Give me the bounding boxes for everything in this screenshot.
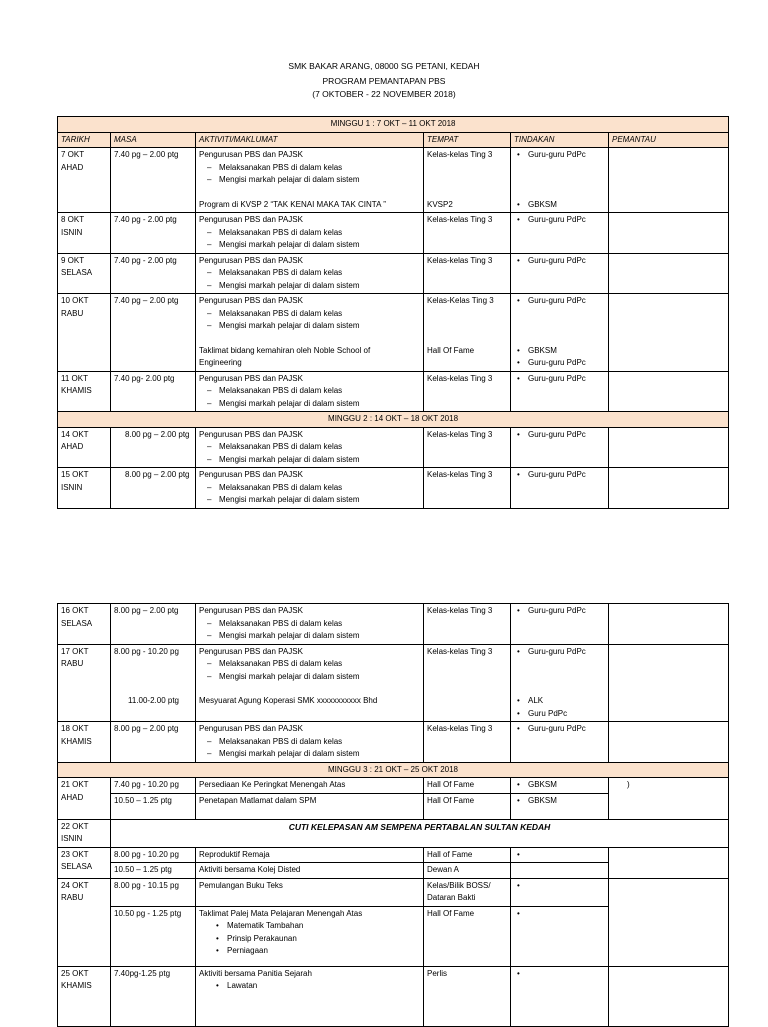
- holiday-note: CUTI KELEPASAN AM SEMPENA PERTABALAN SULTAN KEDAH: [111, 819, 729, 847]
- time: 8.00 pg – 2.00 ptg: [111, 604, 196, 645]
- table-row: [58, 213, 729, 254]
- time: 7.40pg-1.25 ptg: [111, 966, 196, 1026]
- action: • Guru-guru PdPc: [514, 605, 605, 618]
- week-header: MINGGU 1 : 7 OKT – 11 OKT 2018: [58, 117, 729, 133]
- time: 7.40 pg - 10.20 pg: [111, 778, 196, 794]
- day: SELASA: [61, 862, 93, 871]
- action: • ALK: [514, 695, 605, 708]
- activity: Persediaan Ke Peringkat Menengah Atas: [196, 778, 424, 794]
- time: 10.50 pg - 1.25 ptg: [111, 906, 196, 966]
- activity: Taklimat Palej Mata Pelajaran Menengah Atas: [199, 908, 363, 918]
- time: 7.40 pg – 2.00 ptg: [111, 294, 196, 372]
- activity-detail: – Mengisi markah pelajar di dalam sistem: [199, 454, 420, 467]
- activity: Pengurusan PBS dan PAJSK: [199, 296, 303, 305]
- activity-detail: – Mengisi markah pelajar di dalam sistem: [199, 239, 420, 252]
- table-row: [58, 819, 729, 847]
- col-header: TEMPAT: [424, 132, 511, 148]
- time: 8.00 pg – 2.00 ptg: [111, 468, 196, 509]
- activity-detail: – Mengisi markah pelajar di dalam sistem: [199, 174, 420, 187]
- day: AHAD: [61, 792, 84, 802]
- activity: Pemulangan Buku Teks: [196, 878, 424, 906]
- date: 17 OKT: [61, 646, 89, 656]
- activity-detail: – Melaksanakan PBS di dalam kelas: [199, 736, 420, 749]
- action: • Guru-guru PdPc: [514, 295, 605, 308]
- day: SELASA: [61, 268, 93, 277]
- date: 18 OKT: [61, 724, 89, 733]
- day: KHAMIS: [61, 736, 92, 746]
- table-row: [58, 604, 729, 645]
- program-period: (7 OKTOBER - 22 NOVEMBER 2018): [312, 89, 456, 99]
- time: 8.00 pg - 10.15 pg: [111, 878, 196, 906]
- activity: Pengurusan PBS dan PAJSK: [199, 606, 303, 615]
- activity: Pengurusan PBS dan PAJSK: [199, 429, 303, 439]
- activity-detail: – Mengisi markah pelajar di dalam sistem: [199, 320, 420, 333]
- venue: Kelas-kelas Ting 3: [424, 722, 511, 763]
- activity: Pengurusan PBS dan PAJSK: [199, 373, 303, 383]
- activity: Mesyuarat Agung Koperasi SMK xxxxxxxxxxx Bhd: [199, 696, 378, 705]
- date: 9 OKT: [61, 255, 85, 265]
- sub-item: • Lawatan: [199, 980, 420, 993]
- col-header: TINDAKAN: [511, 132, 609, 148]
- day: ISNIN: [61, 227, 83, 237]
- col-header: MASA: [111, 132, 196, 148]
- day: SELASA: [61, 618, 93, 628]
- time: 7.40 pg - 2.00 ptg: [111, 213, 196, 254]
- activity-detail: – Mengisi markah pelajar di dalam sistem: [199, 748, 420, 761]
- activity-detail: – Melaksanakan PBS di dalam kelas: [199, 482, 420, 495]
- action: • Guru-guru PdPc: [514, 357, 605, 370]
- activity: Engineering: [199, 358, 242, 367]
- activity-detail: – Melaksanakan PBS di dalam kelas: [199, 385, 420, 398]
- venue: Perlis: [424, 966, 511, 1026]
- activity-detail: – Melaksanakan PBS di dalam kelas: [199, 658, 420, 671]
- sub-item: • Perniagaan: [199, 945, 420, 958]
- activity-detail: – Melaksanakan PBS di dalam kelas: [199, 618, 420, 631]
- day: AHAD: [61, 162, 84, 172]
- week-header: MINGGU 2 : 14 OKT – 18 OKT 2018: [58, 412, 729, 428]
- time: 8.00 pg – 2.00 ptg: [111, 427, 196, 468]
- venue: Hall Of Fame: [424, 778, 511, 794]
- venue: Dataran Bakti: [427, 893, 476, 902]
- table-row: [58, 148, 729, 213]
- col-header: TARIKH: [58, 132, 111, 148]
- sub-item: • Prinsip Perakaunan: [199, 933, 420, 946]
- date: 21 OKT: [61, 780, 89, 789]
- venue: Kelas-kelas Ting 3: [424, 427, 511, 468]
- action: • Guru-guru PdPc: [514, 149, 605, 162]
- table-row: [58, 253, 729, 294]
- activity: Reproduktif Remaja: [196, 847, 424, 863]
- monitor-note: ): [609, 778, 729, 820]
- week-header: MINGGU 3 : 21 OKT – 25 OKT 2018: [58, 762, 729, 778]
- venue: Kelas-kelas Ting 3: [427, 150, 493, 159]
- action: • GBKSM: [514, 199, 605, 212]
- day: ISNIN: [61, 834, 83, 843]
- action: • Guru-guru PdPc: [514, 429, 605, 442]
- date: 15 OKT: [61, 470, 89, 479]
- table-row: [58, 722, 729, 763]
- activity-detail: – Mengisi markah pelajar di dalam sistem: [199, 671, 420, 684]
- day: KHAMIS: [61, 981, 92, 990]
- date: 16 OKT: [61, 606, 89, 615]
- activity: Pengurusan PBS dan PAJSK: [199, 255, 303, 265]
- day: AHAD: [61, 442, 84, 451]
- activity-detail: – Melaksanakan PBS di dalam kelas: [199, 441, 420, 454]
- action: • Guru-guru PdPc: [514, 469, 605, 482]
- activity: Pengurusan PBS dan PAJSK: [199, 470, 303, 479]
- date: 11 OKT: [61, 373, 88, 383]
- table-row: [58, 468, 729, 509]
- day: KHAMIS: [61, 386, 92, 395]
- venue: Hall Of Fame: [427, 345, 475, 355]
- activity-detail: – Melaksanakan PBS di dalam kelas: [199, 308, 420, 321]
- schedule-table-2: [57, 603, 729, 1027]
- venue: Kelas-kelas Ting 3: [424, 253, 511, 294]
- venue: Kelas-kelas Ting 3: [424, 371, 511, 412]
- venue: Kelas-kelas Ting 3: [424, 644, 511, 722]
- activity: Pengurusan PBS dan PAJSK: [199, 646, 303, 656]
- activity: Pengurusan PBS dan PAJSK: [199, 150, 303, 159]
- activity: Taklimat bidang kemahiran oleh Noble School of: [199, 345, 371, 355]
- sub-item: • Matematik Tambahan: [199, 920, 420, 933]
- day: ISNIN: [61, 482, 83, 492]
- date: 8 OKT: [61, 215, 85, 224]
- date: 14 OKT: [61, 429, 89, 439]
- time: 8.00 pg - 10.20 pg: [111, 847, 196, 863]
- date: 7 OKT: [61, 150, 85, 159]
- date: 24 OKT: [61, 880, 89, 890]
- time: 11.00-2.00 ptg: [128, 696, 180, 705]
- column-header-row: [58, 132, 729, 148]
- table-row: [58, 427, 729, 468]
- date: 10 OKT: [61, 296, 89, 305]
- col-header: PEMANTAU: [609, 132, 729, 148]
- table-row: [58, 966, 729, 1026]
- venue: Kelas-Kelas Ting 3: [427, 296, 494, 305]
- activity: Pengurusan PBS dan PAJSK: [199, 724, 303, 733]
- venue: Hall of Fame: [424, 847, 511, 863]
- school-name: SMK BAKAR ARANG, 08000 SG PETANI, KEDAH: [288, 61, 480, 71]
- activity-detail: – Mengisi markah pelajar di dalam sistem: [199, 280, 420, 293]
- activity: Program di KVSP 2 “TAK KENAI MAKA TAK CINTA ”: [199, 199, 386, 209]
- time: 7.40 pg - 2.00 ptg: [111, 253, 196, 294]
- time: 10.50 – 1.25 ptg: [111, 793, 196, 819]
- action: • GBKSM: [514, 779, 605, 792]
- activity-detail: – Melaksanakan PBS di dalam kelas: [199, 162, 420, 175]
- venue: Kelas-kelas Ting 3: [424, 468, 511, 509]
- venue: Dewan A: [424, 863, 511, 879]
- date: 23 OKT: [61, 849, 89, 859]
- action: • Guru-guru PdPc: [514, 255, 605, 268]
- activity: Aktiviti bersama Panitia Sejarah: [199, 968, 312, 978]
- activity-detail: – Melaksanakan PBS di dalam kelas: [199, 267, 420, 280]
- venue: Hall Of Fame: [424, 793, 511, 819]
- venue: KVSP2: [427, 199, 453, 209]
- activity: Pengurusan PBS dan PAJSK: [199, 215, 303, 224]
- action: • Guru-guru PdPc: [514, 723, 605, 736]
- time: 7.40 pg- 2.00 ptg: [111, 371, 196, 412]
- activity-detail: – Mengisi markah pelajar di dalam sistem: [199, 398, 420, 411]
- action: • Guru-guru PdPc: [514, 214, 605, 227]
- time: 7.40 pg – 2.00 ptg: [111, 148, 196, 213]
- program-title: PROGRAM PEMANTAPAN PBS: [322, 76, 446, 86]
- table-row: [58, 878, 729, 906]
- table-row: [58, 644, 729, 722]
- venue: Hall Of Fame: [424, 906, 511, 966]
- activity-detail: – Mengisi markah pelajar di dalam sistem: [199, 630, 420, 643]
- table-row: [58, 294, 729, 372]
- table-row: [58, 778, 729, 794]
- schedule-table-1: [57, 116, 729, 509]
- action: • Guru-guru PdPc: [514, 373, 605, 386]
- time: 10.50 – 1.25 ptg: [111, 863, 196, 879]
- col-header: AKTIVITI/MAKLUMAT: [196, 132, 424, 148]
- activity: Penetapan Matlamat dalam SPM: [196, 793, 424, 819]
- table-row: [58, 371, 729, 412]
- activity-detail: – Melaksanakan PBS di dalam kelas: [199, 227, 420, 240]
- day: RABU: [61, 308, 84, 318]
- day: RABU: [61, 659, 84, 668]
- table-row: [58, 847, 729, 863]
- activity-detail: – Mengisi markah pelajar di dalam sistem: [199, 494, 420, 507]
- day: RABU: [61, 893, 84, 902]
- activity: Aktiviti bersama Kolej Disted: [196, 863, 424, 879]
- time: 8.00 pg – 2.00 ptg: [111, 722, 196, 763]
- venue: Kelas/Bilik BOSS/: [427, 880, 491, 890]
- venue: Kelas-kelas Ting 3: [424, 213, 511, 254]
- venue: Kelas-kelas Ting 3: [424, 604, 511, 645]
- action: • GBKSM: [514, 795, 605, 808]
- date: 22 OKT: [61, 821, 89, 831]
- action: • Guru PdPc: [514, 708, 605, 721]
- date: 25 OKT: [61, 968, 89, 978]
- action: • Guru-guru PdPc: [514, 646, 605, 659]
- time: 8.00 pg - 10.20 pg: [114, 646, 179, 656]
- action: • GBKSM: [514, 345, 605, 358]
